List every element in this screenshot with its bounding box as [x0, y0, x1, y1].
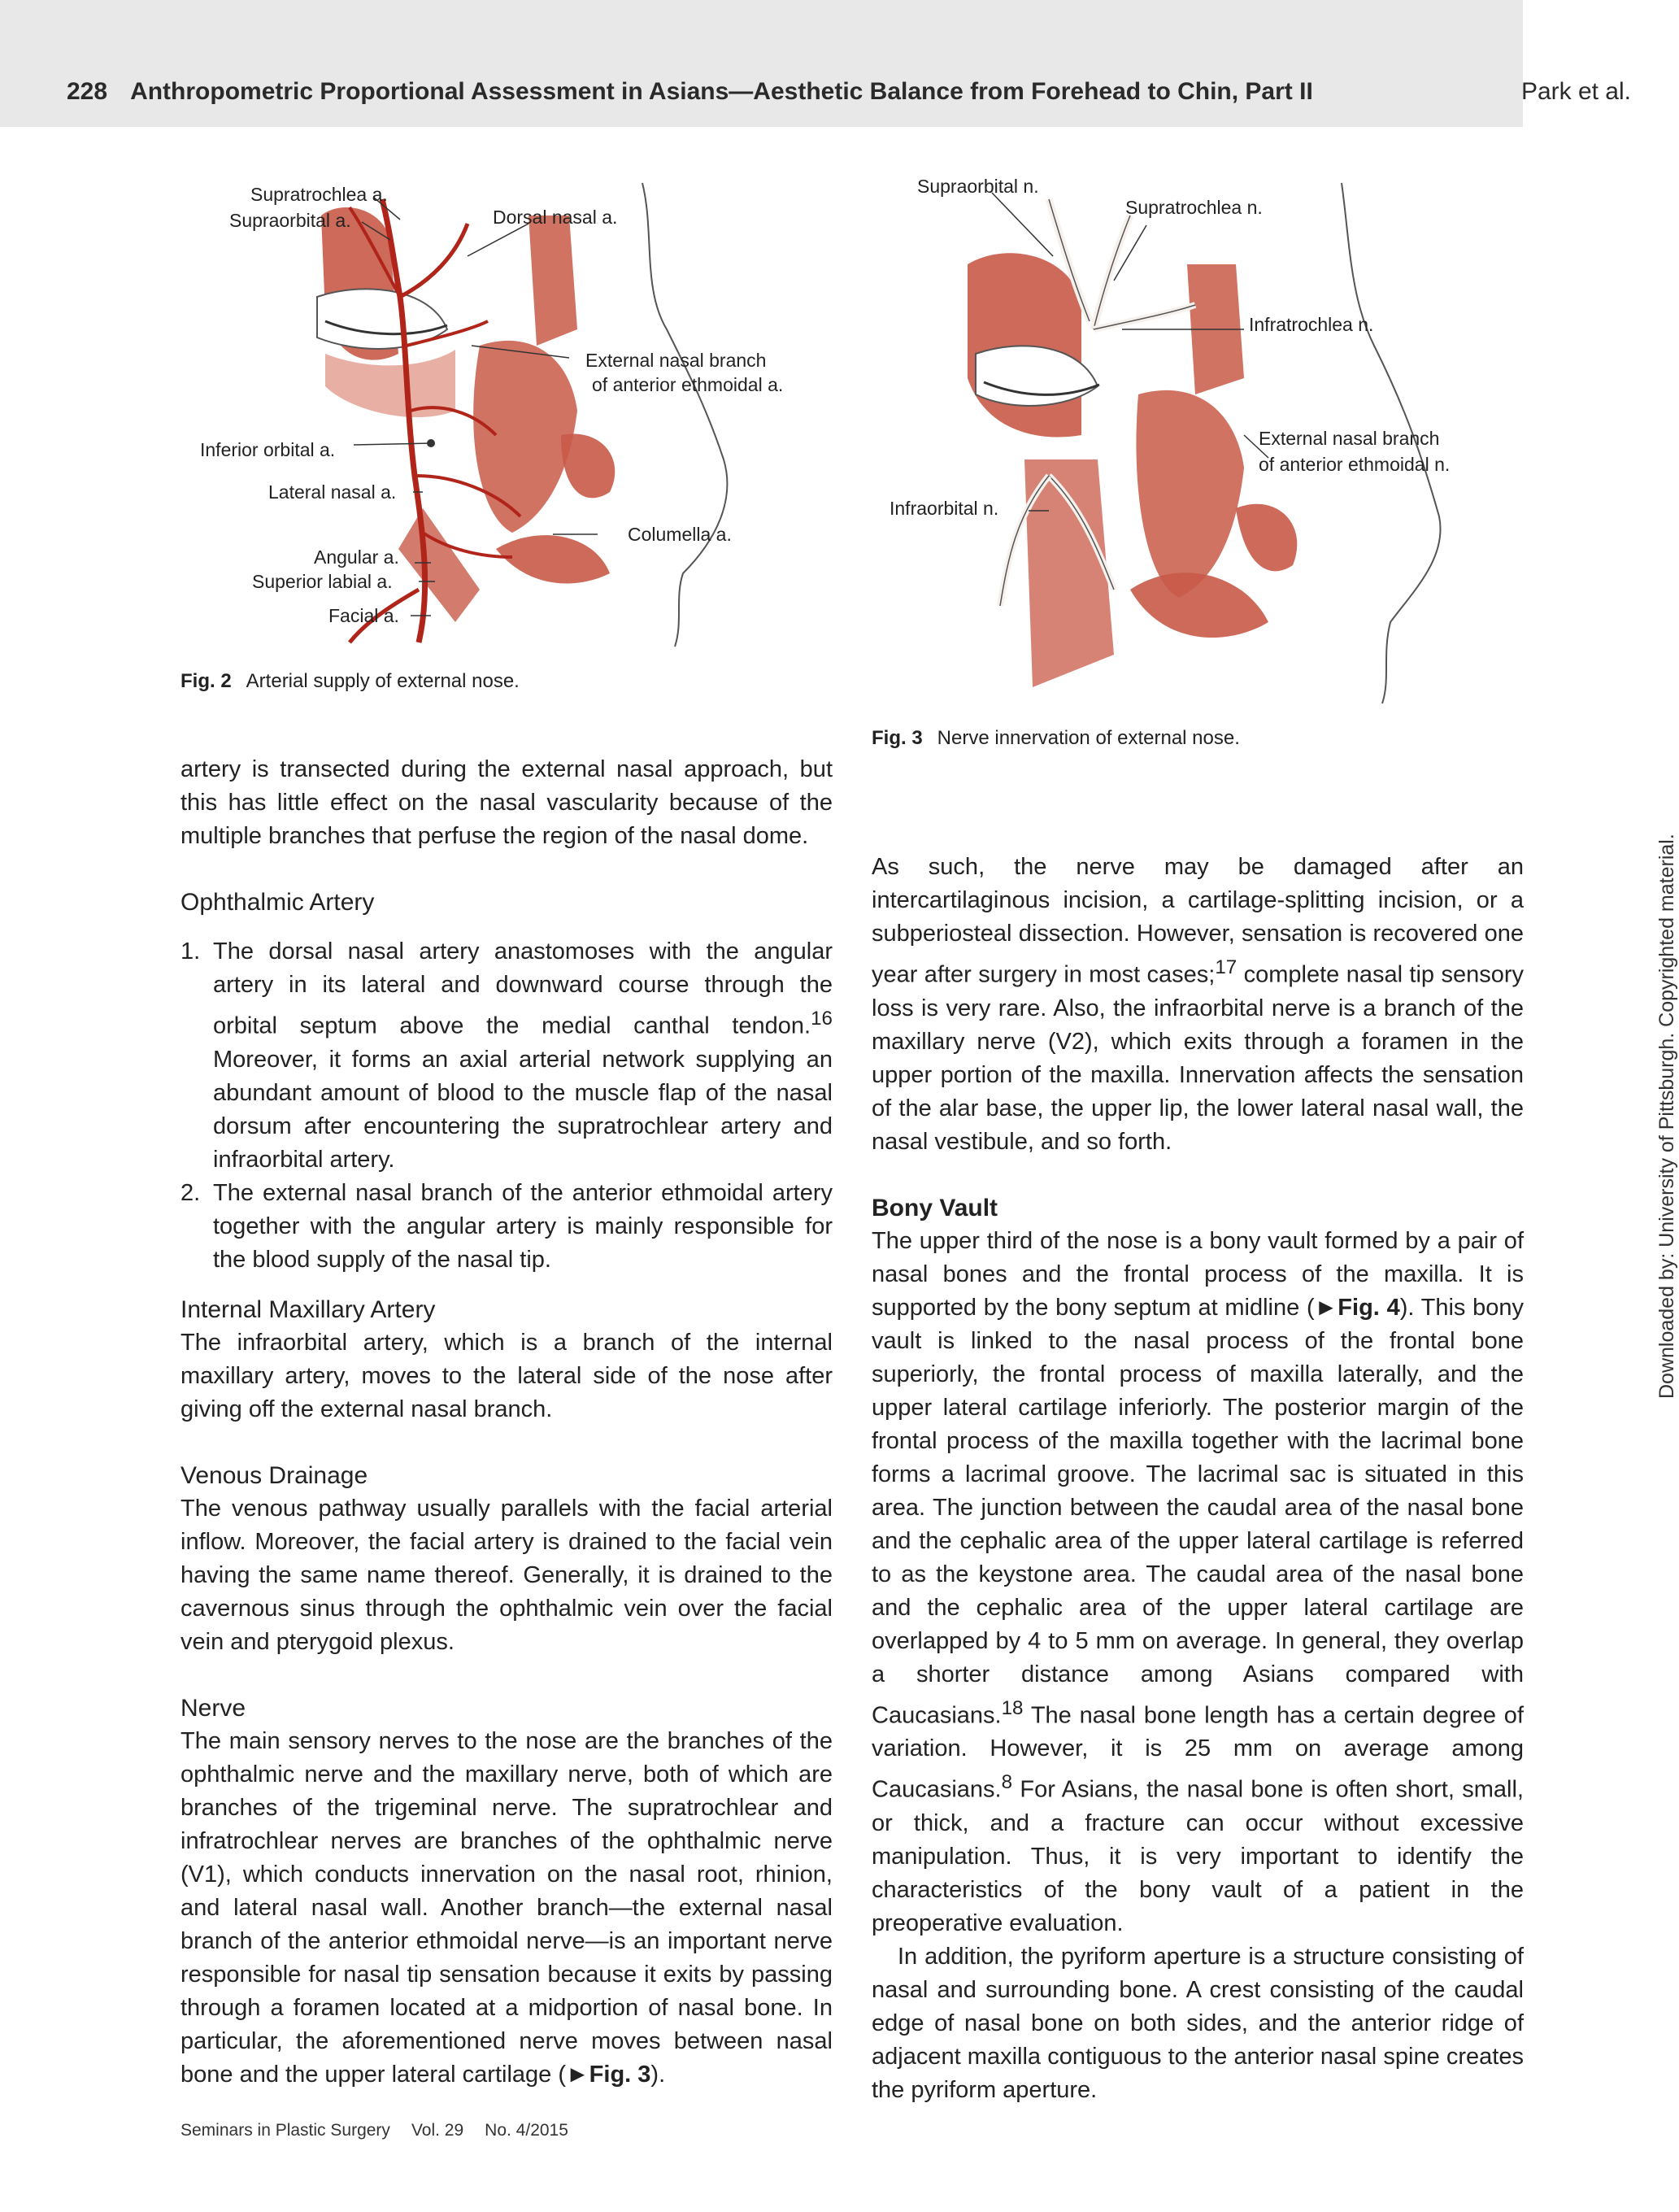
page-number: 228	[67, 78, 108, 105]
pyriform-paragraph: In addition, the pyriform aperture is a structure consisting of nasal and surrounding bone. A crest consisting of the caudal edge of nasal bone on both sides, and the anterior ridge of adjacent maxilla contiguous to the anterior nasal spine creates the pyriform aperture.	[872, 1943, 1524, 2103]
internal-maxillary-paragraph: The infraorbital artery, which is a branch of the internal maxillary artery, moves to the lateral side of the nose after giving off the external nasal branch.	[181, 1329, 833, 1422]
label-inferior-orbital-artery: Inferior orbital a.	[200, 439, 336, 460]
intro-paragraph: artery is transected during the external nasal approach, but this has little effect on the nasal vascularity because of the multiple branches that perfuse the region of the nasal dome.	[181, 756, 833, 849]
figure-2-caption-text: Arterial supply of external nose.	[246, 670, 520, 692]
venous-drainage-paragraph: The venous pathway usually parallels with the facial arterial inflow. Moreover, the facial artery is drained to the facial vein having the same name thereof. Generally, it is drained to the cavernous sinus through the ophthalmic vein over the facial vein and pterygoid plexus.	[181, 1495, 833, 1655]
paragraph-text: The upper third of the nose is a bony vault formed by a pair of nasal bones and the frontal process of the maxilla. It is supported by the bony septum at midline (	[872, 1227, 1524, 1321]
label-anterior-ethmoidal-nerve: of anterior ethmoidal n.	[1259, 454, 1451, 475]
nerve-paragraph-end: ).	[650, 2061, 666, 2088]
label-anterior-ethmoidal-artery: of anterior ethmoidal a.	[592, 374, 784, 395]
citation: 16	[811, 1008, 833, 1030]
label-facial-artery: Facial a.	[328, 605, 399, 626]
label-infratrochlea-nerve: Infratrochlea n.	[1249, 314, 1374, 335]
list-number: 1.	[181, 938, 201, 964]
running-header	[0, 0, 1523, 127]
list-item-text-cont: Moreover, it forms an axial arterial network supplying an abundant amount of blood to the muscle flap of the nasal dorsum after encountering the supratrochlear artery and infraorbital artery.	[213, 1046, 833, 1173]
figure-3-caption-text: Nerve innervation of external nose.	[937, 727, 1240, 749]
figure-4-reference-link[interactable]: ►Fig. 4	[1314, 1294, 1400, 1321]
nerve-paragraph-text: The main sensory nerves to the nose are the branches of the ophthalmic nerve and the maxillary nerve, both of which are branches of the trigeminal nerve. The supratrochlear and infratrochlear nerves are branches of the ophthalmic nerve (V1), which conducts innervation on the nasal root, rhinion, and lateral nasal wall. Another branch—the external nasal branch of the anterior ethmoidal nerve—is an important nerve responsible for nasal tip sensation because it exits by passing through a foramen located at a midportion of nasal bone. In particular, the aforementioned nerve moves between nasal bone and the upper lateral cartilage (	[181, 1727, 833, 2088]
label-dorsal-nasal-artery: Dorsal nasal a.	[493, 207, 618, 228]
running-title	[67, 78, 1313, 106]
citation: 8	[1001, 1771, 1013, 1794]
heading-ophthalmic-artery: Ophthalmic Artery	[181, 889, 375, 916]
list-number: 2.	[181, 1179, 201, 1206]
label-superior-labial-artery: Superior labial a.	[252, 571, 393, 592]
citation: 17	[1215, 956, 1238, 978]
figure-3-reference-link[interactable]: ►Fig. 3	[565, 2061, 651, 2088]
heading-bony-vault: Bony Vault	[872, 1194, 998, 1221]
nerve-damage-paragraph	[872, 851, 1524, 1159]
paragraph-text-cont: ). This bony vault is linked to the nasal process of the frontal bone superiorly, the frontal process of maxilla laterally, and the upper lateral cartilage inferiorly. The posterior margin of the frontal process of the maxilla together with the lacrimal bone forms a lacrimal groove. The lacrimal sac is situated in this area. The junction between the caudal area of the nasal bone and the cephalic area of the upper lateral cartilage is referred to as the keystone area. The caudal area of the nasal bone and the cephalic area of the upper lateral cartilage are overlapped by 4 to 5 mm on average. In general, they overlap a shorter distance among Asians compared with Caucasians.	[872, 1294, 1524, 1729]
label-lateral-nasal-artery: Lateral nasal a.	[268, 481, 397, 503]
paragraph-text-cont: The nasal bone length has a certain degree of variation. However, it is 25 mm on average among Caucasians.	[872, 1702, 1524, 1803]
nerve-paragraph	[181, 1725, 833, 2092]
paragraph-text-cont: For Asians, the nasal bone is often short, small, or thick, and a fracture can occur without excessive manipulation. Thus, it is very important to identify the characteristics of the bony vault of a patient in the preoperative evaluation.	[872, 1776, 1524, 1936]
list-item	[181, 1177, 833, 1277]
journal-issue: No. 4/2015	[485, 2121, 568, 2140]
label-external-nasal-branch: External nasal branch	[585, 350, 767, 371]
label-supratrochlea-artery: Supratrochlea a.	[250, 184, 388, 205]
bony-vault-paragraph	[872, 1225, 1524, 1940]
label-angular-artery: Angular a.	[314, 546, 399, 568]
left-column	[181, 753, 833, 2092]
figure-2-caption-label: Fig. 2	[181, 670, 232, 692]
paragraph-text-cont: complete nasal tip sensory loss is very rare. Also, the infraorbital nerve is a branch of the maxillary nerve (V2), which exits through a foramen in the upper portion of the maxilla. Innervation affects the sensation of the alar base, the upper lip, the lower lateral nasal wall, the nasal vestibule, and so forth.	[872, 961, 1524, 1155]
label-supratrochlea-nerve: Supratrochlea n.	[1125, 197, 1263, 218]
authors: Park et al.	[1520, 78, 1631, 105]
download-watermark: Downloaded by: University of Pittsburgh. Copyrighted material.	[1655, 834, 1678, 1399]
figure-3-caption-label: Fig. 3	[872, 727, 923, 749]
list-item	[181, 935, 833, 1177]
figure-3-caption	[872, 727, 1240, 750]
citation: 18	[1001, 1696, 1024, 1719]
right-column	[872, 851, 1524, 2107]
journal-name: Seminars in Plastic Surgery	[181, 2121, 390, 2140]
heading-nerve: Nerve	[181, 1694, 246, 1722]
paragraph-text: As such, the nerve may be damaged after an intercartilaginous incision, a cartilage-splitting incision, or a subperiosteal dissection. However, sensation is recovered one year after surgery in most cases;	[872, 854, 1524, 988]
article-title: Anthropometric Proportional Assessment in Asians—Aesthetic Balance from Forehead to Chin, Part II	[130, 78, 1313, 105]
ophthalmic-list	[181, 935, 833, 1277]
list-item-text: The external nasal branch of the anterior ethmoidal artery together with the angular artery is mainly responsible for the blood supply of the nasal tip.	[213, 1179, 833, 1273]
heading-venous-drainage: Venous Drainage	[181, 1461, 368, 1489]
label-columella-artery: Columella a.	[628, 524, 732, 545]
figure-2-caption	[181, 670, 520, 693]
journal-volume: Vol. 29	[411, 2121, 464, 2140]
heading-internal-maxillary-artery: Internal Maxillary Artery	[181, 1295, 436, 1323]
footer	[181, 2121, 589, 2140]
list-item-text: The dorsal nasal artery anastomoses with the angular artery in its lateral and downward course through the orbital septum above the medial canthal tendon.	[213, 938, 833, 1039]
label-infraorbital-nerve: Infraorbital n.	[890, 498, 999, 519]
label-supraorbital-artery: Supraorbital a.	[229, 210, 351, 231]
label-external-nasal-branch-nerve: External nasal branch	[1259, 428, 1440, 449]
label-supraorbital-nerve: Supraorbital n.	[917, 176, 1039, 197]
